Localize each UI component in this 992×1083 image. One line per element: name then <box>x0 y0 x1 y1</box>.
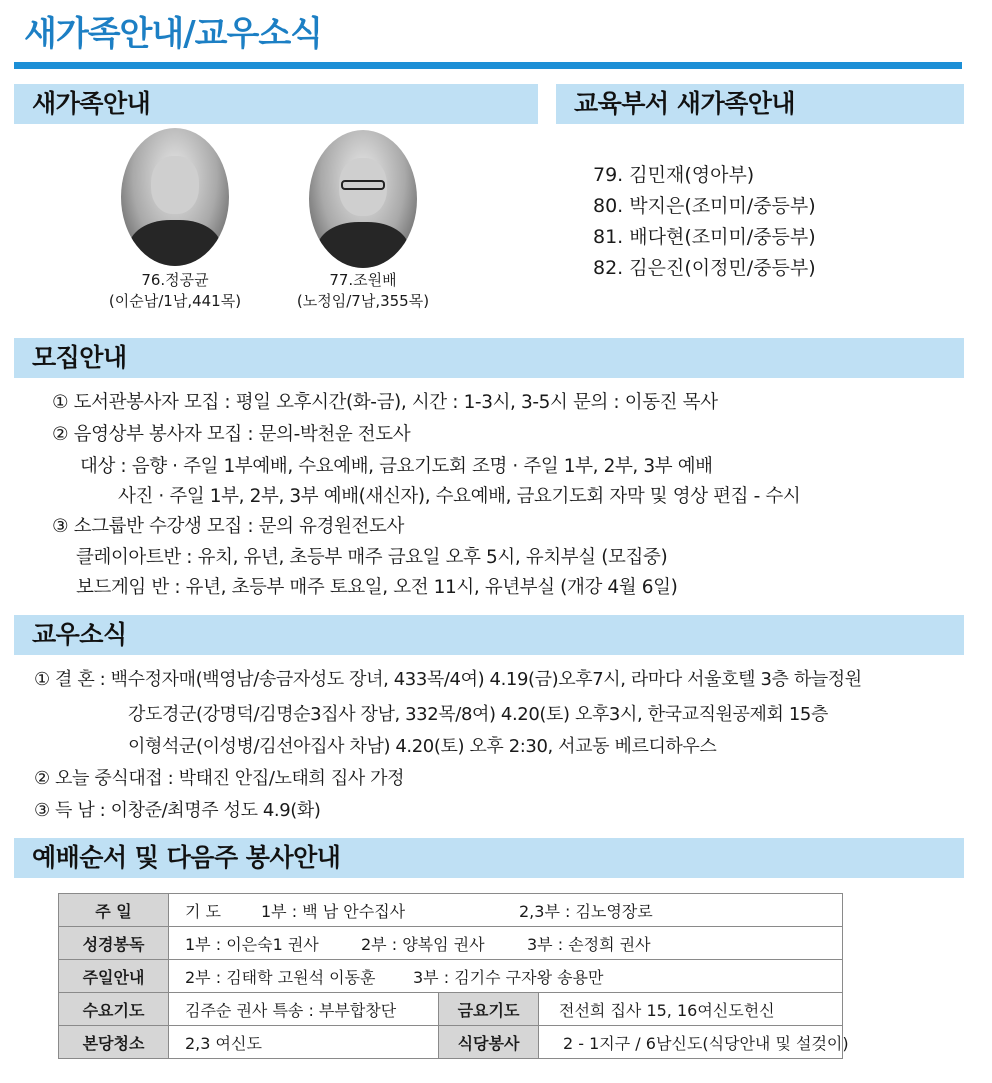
list-item: 80. 박지은(조미미/중등부) <box>593 195 816 217</box>
cell-text: 3부 : 손정희 권사 <box>527 934 651 954</box>
member-photo-2 <box>309 130 417 268</box>
title-rule <box>14 62 962 69</box>
page-title: 새가족안내/교우소식 <box>24 14 323 54</box>
row-label: 수요기도 <box>59 993 169 1026</box>
member-caption-2 <box>268 270 458 312</box>
member-photo-1 <box>121 128 229 266</box>
news-line: ② 오늘 중식대접 : 박태진 안집/노태희 집사 가정 <box>34 768 405 789</box>
recruit-line: ③ 소그룹반 수강생 모집 : 문의 유경원전도사 <box>52 516 404 537</box>
cell-text: 기 도 <box>185 901 221 921</box>
row-label: 금요기도 <box>439 993 539 1026</box>
service-table <box>58 893 849 1059</box>
list-item: 81. 배다현(조미미/중등부) <box>593 226 816 248</box>
cell-text: 2부 : 양복임 권사 <box>361 934 485 954</box>
table-row <box>59 894 843 927</box>
recruit-line: 보드게임 반 : 유년, 초등부 매주 토요일, 오전 11시, 유년부실 (개강 4월 6일) <box>76 577 678 598</box>
row-label: 성경봉독 <box>59 927 169 960</box>
section-recruit: 모집안내 <box>14 338 964 378</box>
recruit-line: 사진 · 주일 1부, 2부, 3부 예배(새신자), 수요예배, 금요기도회 자막 및 영상 편집 - 수시 <box>118 486 801 507</box>
row-value: 전선희 집사 15, 16여신도헌신 <box>539 993 843 1026</box>
recruit-line: ① 도서관봉사자 모집 : 평일 오후시간(화-금), 시간 : 1-3시, 3-5시 문의 : 이동진 목사 <box>52 392 718 413</box>
recruit-line: 대상 : 음향 · 주일 1부예배, 수요예배, 금요기도회 조명 · 주일 1부, 2부, 3부 예배 <box>80 456 713 477</box>
cell-text: 1부 : 백 남 안수집사 <box>261 901 406 921</box>
row-value: 2,3 여신도 <box>169 1026 439 1059</box>
row-value <box>169 927 843 960</box>
member-name: 77.조원배 <box>329 271 397 289</box>
table-row <box>59 960 843 993</box>
member-caption-1 <box>80 270 270 312</box>
section-news: 교우소식 <box>14 615 964 655</box>
news-line: 이형석군(이성병/김선아집사 차남) 4.20(토) 오후 2:30, 서교동 베르디하우스 <box>128 736 717 757</box>
recruit-line: ② 음영상부 봉사자 모집 : 문의-박천운 전도사 <box>52 424 411 445</box>
list-item: 82. 김은진(이정민/중등부) <box>593 257 816 279</box>
table-row <box>59 927 843 960</box>
row-value: 2 - 1지구 / 6남신도(식당안내 및 설겆이) <box>539 1026 843 1059</box>
news-line: ① 결 혼 : 백수정자매(백영남/송금자성도 장녀, 433목/4여) 4.19(금)오후7시, 라마다 서울호텔 3층 하늘정원 <box>34 669 862 690</box>
edu-new-family-list <box>593 160 816 284</box>
row-value: 김주순 권사 특송 : 부부합창단 <box>169 993 439 1026</box>
table-row <box>59 1026 843 1059</box>
member-detail: (이순남/1남,441목) <box>108 292 242 310</box>
row-value <box>169 960 843 993</box>
table-row <box>59 993 843 1026</box>
row-label: 본당청소 <box>59 1026 169 1059</box>
list-item: 79. 김민재(영아부) <box>593 164 755 186</box>
cell-text: 3부 : 김기수 구자왕 송용만 <box>413 967 604 987</box>
section-edu-new-family: 교육부서 새가족안내 <box>556 84 964 124</box>
recruit-line: 클레이아트반 : 유치, 유년, 초등부 매주 금요일 오후 5시, 유치부실 (모집중) <box>76 547 668 568</box>
cell-text: 1부 : 이은숙1 권사 <box>185 934 319 954</box>
row-value <box>169 894 843 927</box>
member-detail: (노정임/7남,355목) <box>296 292 430 310</box>
cell-text: 2부 : 김태학 고원석 이동훈 <box>185 967 376 987</box>
cell-text: 2,3부 : 김노영장로 <box>519 901 653 921</box>
section-new-family: 새가족안내 <box>14 84 538 124</box>
row-label: 주일안내 <box>59 960 169 993</box>
news-line: 강도경군(강명덕/김명순3집사 장남, 332목/8여) 4.20(토) 오후3시, 한국교직원공제회 15층 <box>128 704 828 725</box>
news-line: ③ 득 남 : 이창준/최명주 성도 4.9(화) <box>34 800 321 821</box>
row-label: 주 일 <box>59 894 169 927</box>
row-label: 식당봉사 <box>439 1026 539 1059</box>
member-name: 76.정공균 <box>141 271 209 289</box>
section-worship: 예배순서 및 다음주 봉사안내 <box>14 838 964 878</box>
